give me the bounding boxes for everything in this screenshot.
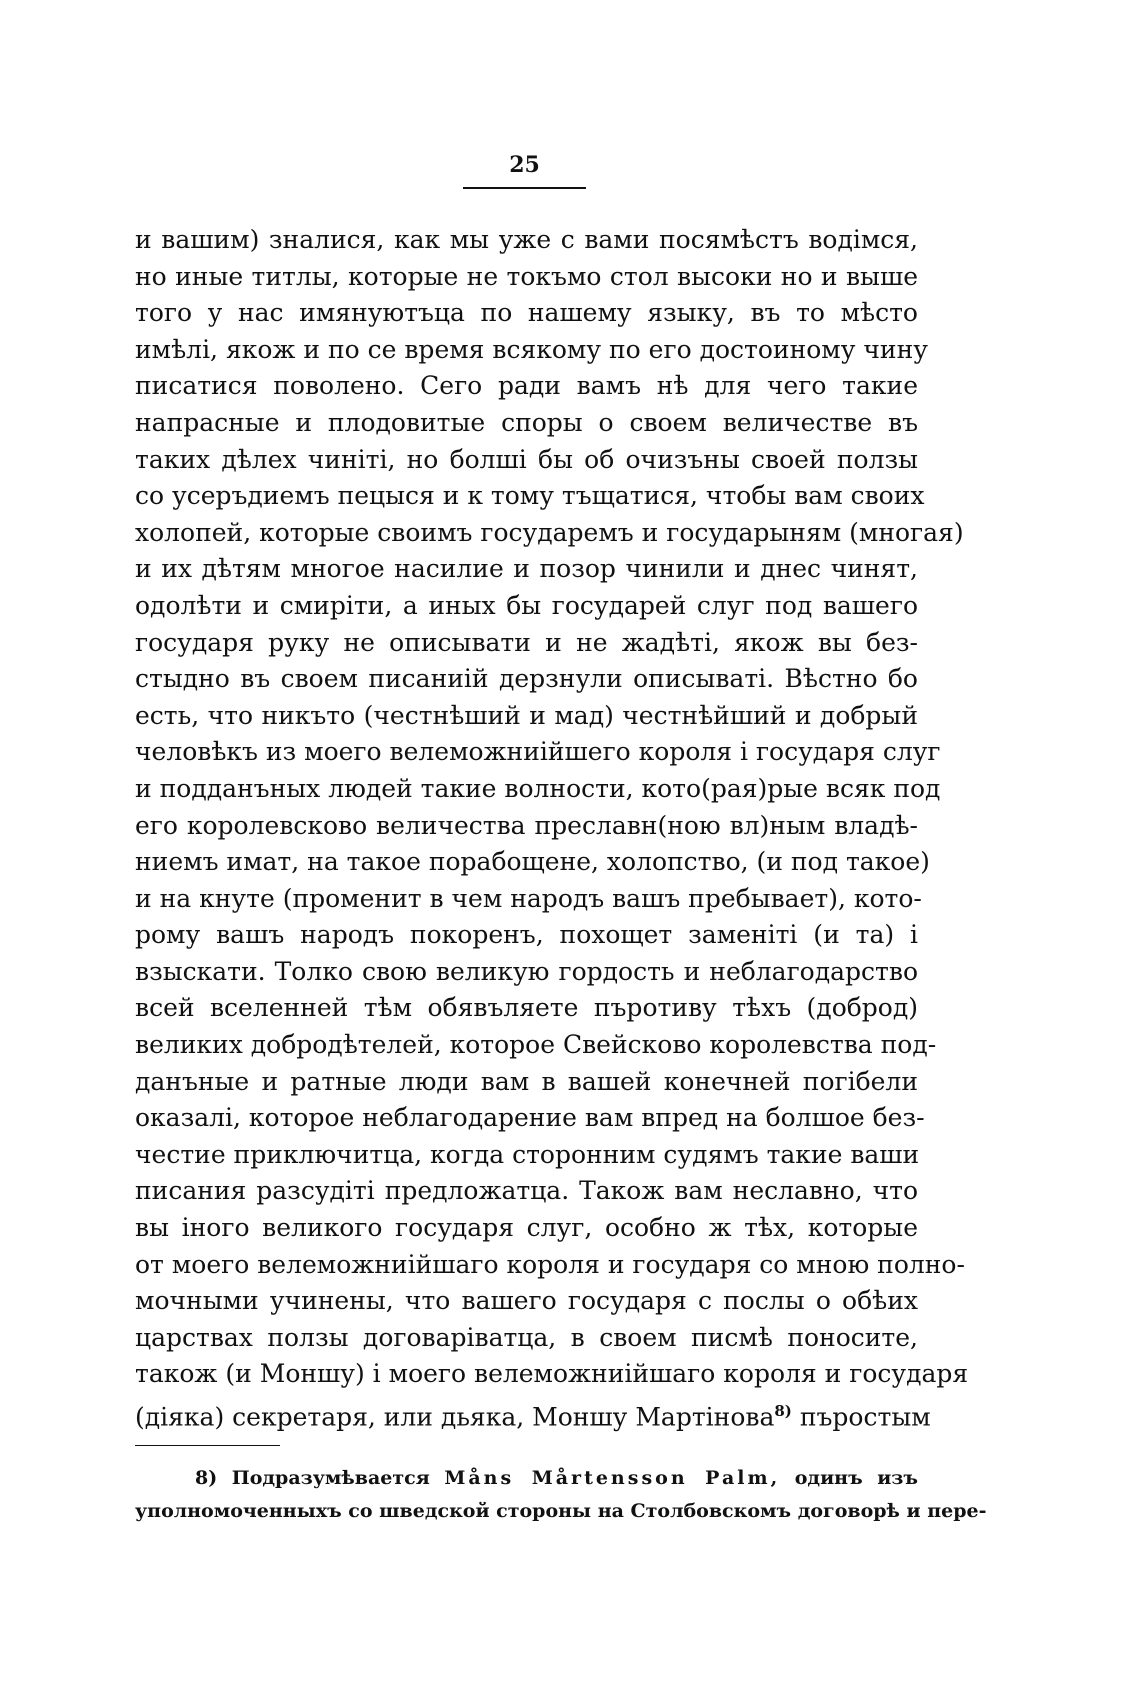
text-line: и на кнуте (променит в чем народъ вашъ пребывает), кото- (135, 883, 922, 913)
text-line: оказалі, которое неблагодарение вам впред на болшое без- (135, 1103, 925, 1133)
text-line: рому вашъ народъ покоренъ, похощет заменіті (и та) і (135, 920, 918, 950)
page-number: 25 (509, 152, 540, 178)
text-line: великих добродѣтелей, которое Свейсково королевства под- (135, 1030, 937, 1060)
text-line: холопей, которые своимъ государемъ и государыням (многая) (135, 517, 964, 547)
text-line: есть, что никъто (честнѣший и мад) честнѣйший и добрый (135, 700, 918, 730)
footnote-rule (135, 1445, 280, 1446)
text-line: и вашим) зналися, как мы уже с вами посямѣстъ водімся, (135, 225, 918, 254)
text-line: взыскати. Толко свою великую гордость и неблагодарство (135, 956, 918, 986)
text-line: писатися поволено. Сего ради вамъ нѣ для чего такие (135, 371, 918, 401)
text-line: стыдно въ своем писаниій дерзнули описываті. Вѣстно бо (135, 664, 918, 694)
text-line: государя руку не описывати и не жадѣті, якож вы без- (135, 627, 918, 657)
footnote-line: уполномоченныхъ со шведской стороны на Столбовскомъ договорѣ и пере- (135, 1500, 987, 1522)
text-line: царствах ползы договаріватца, в своем писмѣ поносите, (135, 1322, 918, 1352)
text-line: всей вселенней тѣм обявъляете пъротиву тѣхъ (доброд) (135, 993, 918, 1023)
text-line: со усеръдиемъ пецыся и к тому тъщатися, чтобы вам своих (135, 481, 925, 511)
text-line: вы іного великого государя слуг, особно ж тѣх, которые (135, 1213, 918, 1243)
text-line: писания разсудіті предложатца. Також вам неславно, что (135, 1176, 918, 1206)
text-line: одолѣти и смиріти, а иных бы государей слуг под вашего (135, 590, 918, 620)
footnote-person-name: Måns Mårtensson Palm, (444, 1467, 781, 1489)
text-line: напрасные и плодовитые споры о своем величестве въ (135, 407, 918, 437)
footnote (135, 1462, 987, 1528)
text-line: но иные титлы, которые не токъмо стол высоки но и выше (135, 261, 918, 291)
text-line: его королевсково величества преславн(ною вл)ным владѣ- (135, 810, 918, 840)
footnote-reference: 8) (774, 1402, 792, 1420)
text-line: и подданъных людей такие волности, кото(рая)рые всяк под (135, 773, 941, 803)
footnote-text: Подразумѣвается (231, 1467, 430, 1489)
text-line: имѣлі, якож и по се время всякому по его достоиному чину (135, 334, 928, 364)
footnote-text: одинъ изъ (794, 1467, 918, 1489)
text-line-with-footnote-ref (135, 1393, 931, 1432)
text-line: також (и Моншу) і моего велеможниійшаго короля и государя (135, 1359, 969, 1389)
text-line: ниемъ имат, на такое порабощене, холопство, (и под такое) (135, 847, 930, 877)
body-text (135, 222, 969, 1432)
text-line: и их дѣтям многое насилие и позор чинили и днес чинят, (135, 554, 918, 584)
footnote-line (135, 1462, 918, 1495)
text-segment: пъростым (799, 1402, 931, 1432)
text-segment: (діяка) секретаря, или дьяка, Моншу Мартінова (135, 1402, 775, 1432)
text-line: таких дѣлех чиніті, но болші бы об очизъны своей ползы (135, 444, 918, 474)
footnote-number: 8) (195, 1467, 218, 1489)
text-line: мочными учинены, что вашего государя с послы о обѣих (135, 1286, 918, 1316)
text-line: того у нас имянуютъца по нашему языку, въ то мѣсто (135, 298, 918, 328)
text-line: от моего велеможниійшаго короля и государя со мною полно- (135, 1249, 965, 1279)
text-line: честие приключитца, когда сторонним судямъ такие ваши (135, 1139, 920, 1169)
text-line: данъные и ратные люди вам в вашей конечней погібели (135, 1066, 918, 1096)
text-line: человѣкъ из моего велеможниійшего короля і государя слуг (135, 737, 941, 767)
page-number-rule (463, 187, 586, 189)
